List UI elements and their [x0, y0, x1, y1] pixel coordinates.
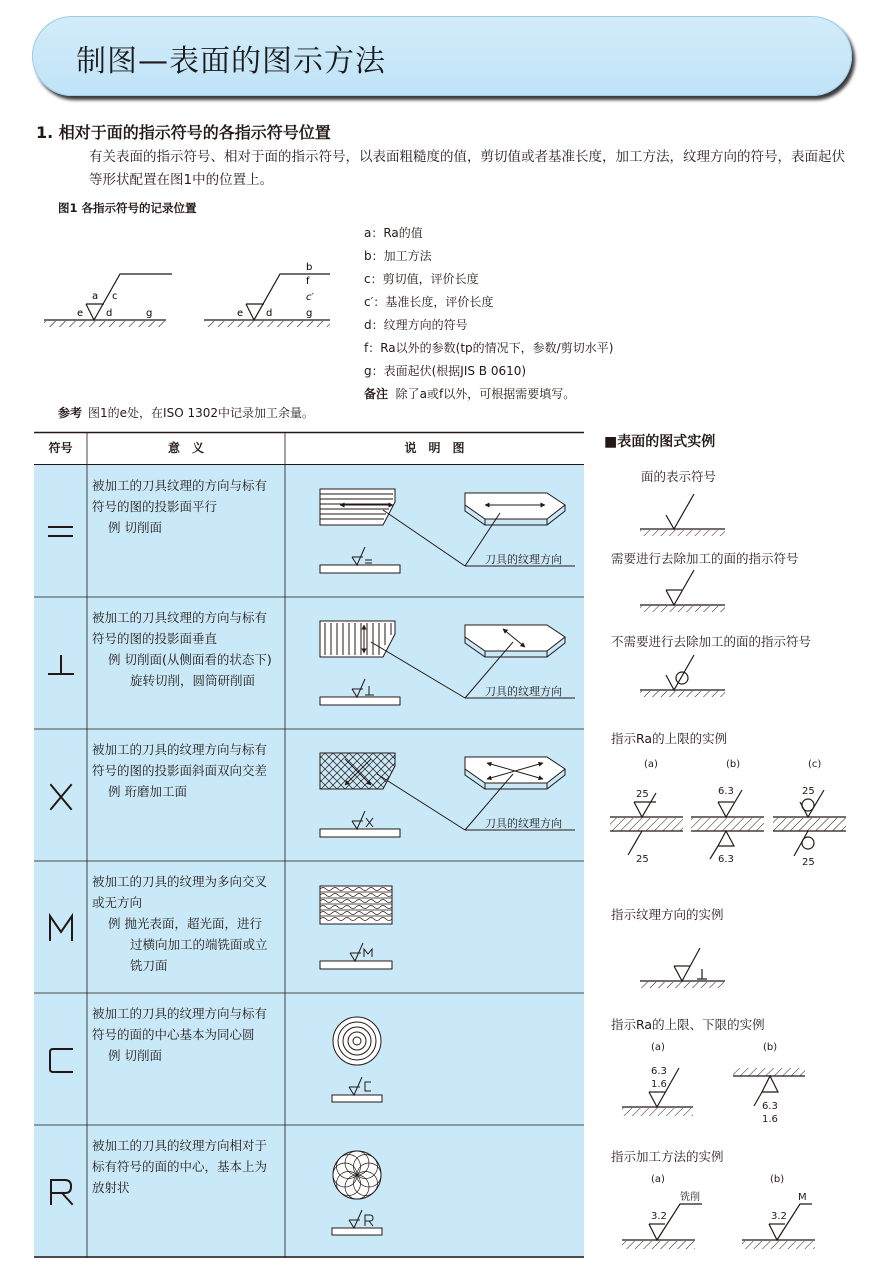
meaning-line: 符号的图的投影面平行	[92, 499, 218, 514]
meaning-line: 符号的面的中心基本为同心圆	[92, 1027, 255, 1042]
texture-direction-example	[640, 948, 725, 988]
legend-item: f：Ra以外的参数(tp的情况下，参数/剪切水平)	[364, 341, 614, 355]
header-meaning: 意 义	[167, 441, 204, 455]
ra-value: 6.3	[718, 786, 734, 797]
meaning-line: 例 切削面(从侧面看的状态下)	[108, 652, 272, 667]
label-a: a	[92, 291, 99, 302]
label-e-2: e	[237, 308, 244, 319]
meaning-line: 放射状	[92, 1180, 130, 1195]
example-label: 不需要进行去除加工的面的指示符号	[611, 634, 812, 649]
legend-item: b：加工方法	[364, 249, 432, 263]
ra-upper-examples	[610, 790, 846, 859]
sub-label: (a)	[644, 759, 658, 770]
legend-item: d：纹理方向的符号	[364, 318, 468, 332]
texture-direction-label: 刀具的纹理方向	[485, 553, 562, 566]
sub-label: (b)	[763, 1042, 778, 1053]
section-intro: 有关表面的指示符号、相对于面的指示符号，以表面粗糙度的值，剪切值或者基准长度，加工方法，纹理方向的符号，表面起伏等形状配置在图1中的位置上。	[89, 149, 845, 188]
sub-label: (a)	[651, 1042, 665, 1053]
example-label: 需要进行去除加工的面的指示符号	[611, 551, 799, 566]
meaning-line: 符号的图的投影面垂直	[92, 631, 218, 646]
page-title: 制图—表面的图示方法	[76, 44, 386, 79]
legend-item: c：剪切值，评价长度	[364, 272, 479, 286]
meaning-line: 过横向加工的端铣面或立	[130, 937, 268, 952]
ra-value: 25	[636, 854, 649, 865]
label-d: d	[106, 308, 113, 319]
section-title: 1. 相对于面的指示符号的各指示符号位置	[36, 123, 331, 142]
texture-direction-label: 刀具的纹理方向	[485, 817, 562, 830]
meaning-line: 旋转切削，圆筒研削面	[130, 673, 256, 688]
reference-text: 图1的e处，在ISO 1302中记录加工余量。	[88, 406, 314, 420]
ra-lower-value: 1.6	[651, 1079, 667, 1090]
sub-label: (c)	[808, 759, 822, 770]
example-label: 指示加工方法的实例	[611, 1149, 724, 1164]
legend-item: a：Ra的值	[364, 226, 423, 240]
example-label: 指示纹理方向的实例	[611, 907, 724, 922]
meaning-line: 例 切削面	[108, 520, 162, 535]
ra-value: 25	[802, 857, 815, 868]
meaning-line: 符号的图的投影面斜面双向交差	[92, 763, 268, 778]
meaning-line: 被加工的刀具的纹理方向与标有	[92, 1006, 268, 1021]
meaning-line: 被加工的刀具的纹理方向与标有	[92, 742, 268, 757]
meaning-line: 被加工的刀具的纹理方向相对于	[92, 1138, 268, 1153]
meaning-line: 标有符号的面的中心，基本上为	[92, 1159, 268, 1174]
label-b: b	[306, 262, 313, 273]
removal-required-symbol	[640, 570, 725, 612]
ra-upper-value: 6.3	[651, 1066, 667, 1077]
example-label: 面的表示符号	[641, 469, 717, 484]
label-c-prime: c′	[306, 292, 314, 303]
reference-label: 参考	[58, 406, 83, 420]
machining-method-label: 铣削	[680, 1192, 700, 1203]
sub-label: (b)	[726, 759, 741, 770]
meaning-line: 铣刀面	[130, 958, 168, 973]
note-text: 除了a或f以外，可根据需要填写。	[395, 387, 576, 401]
label-g-2: g	[306, 308, 313, 319]
legend-item: c′：基准长度，评价长度	[364, 295, 494, 309]
example-label: 指示Ra的上限、下限的实例	[611, 1017, 765, 1032]
ra-value: 25	[636, 789, 649, 800]
figure-caption: 图1 各指示符号的记录位置	[58, 201, 197, 215]
texture-direction-label: 刀具的纹理方向	[485, 685, 562, 698]
sub-label: (a)	[651, 1174, 665, 1185]
header-symbol: 符号	[48, 441, 73, 455]
meaning-line: 被加工的刀具纹理的方向与标有	[92, 610, 268, 625]
meaning-line: 例 切削面	[108, 1048, 162, 1063]
label-g: g	[146, 308, 153, 319]
label-d-2: d	[266, 308, 273, 319]
header-illustration: 说 明 图	[404, 441, 465, 455]
examples-title: ■表面的图式实例	[604, 434, 716, 450]
ra-value: 25	[802, 786, 815, 797]
label-c: c	[112, 291, 118, 302]
ra-upper-value: 6.3	[762, 1101, 778, 1112]
machining-method-label: M	[798, 1192, 807, 1203]
ra-value: 3.2	[771, 1211, 787, 1222]
basic-surface-symbol	[640, 494, 725, 536]
meaning-line: 例 抛光表面，超光面，进行	[108, 916, 262, 931]
legend-item: g：表面起伏(根据JIS B 0610)	[364, 364, 527, 378]
note-label: 备注	[364, 387, 389, 401]
meaning-line: 例 珩磨加工面	[108, 784, 187, 799]
ra-value: 6.3	[718, 854, 734, 865]
label-f: f	[306, 276, 310, 287]
ra-value: 3.2	[651, 1211, 667, 1222]
removal-not-allowed-symbol	[640, 655, 725, 697]
ra-lower-value: 1.6	[762, 1114, 778, 1125]
label-e: e	[77, 308, 84, 319]
example-label: 指示Ra的上限的实例	[611, 731, 728, 746]
sub-label: (b)	[770, 1174, 785, 1185]
meaning-line: 被加工的刀具的纹理为多向交叉	[92, 874, 268, 889]
meaning-line: 被加工的刀具纹理的方向与标有	[92, 478, 268, 493]
meaning-line: 或无方向	[92, 895, 143, 910]
